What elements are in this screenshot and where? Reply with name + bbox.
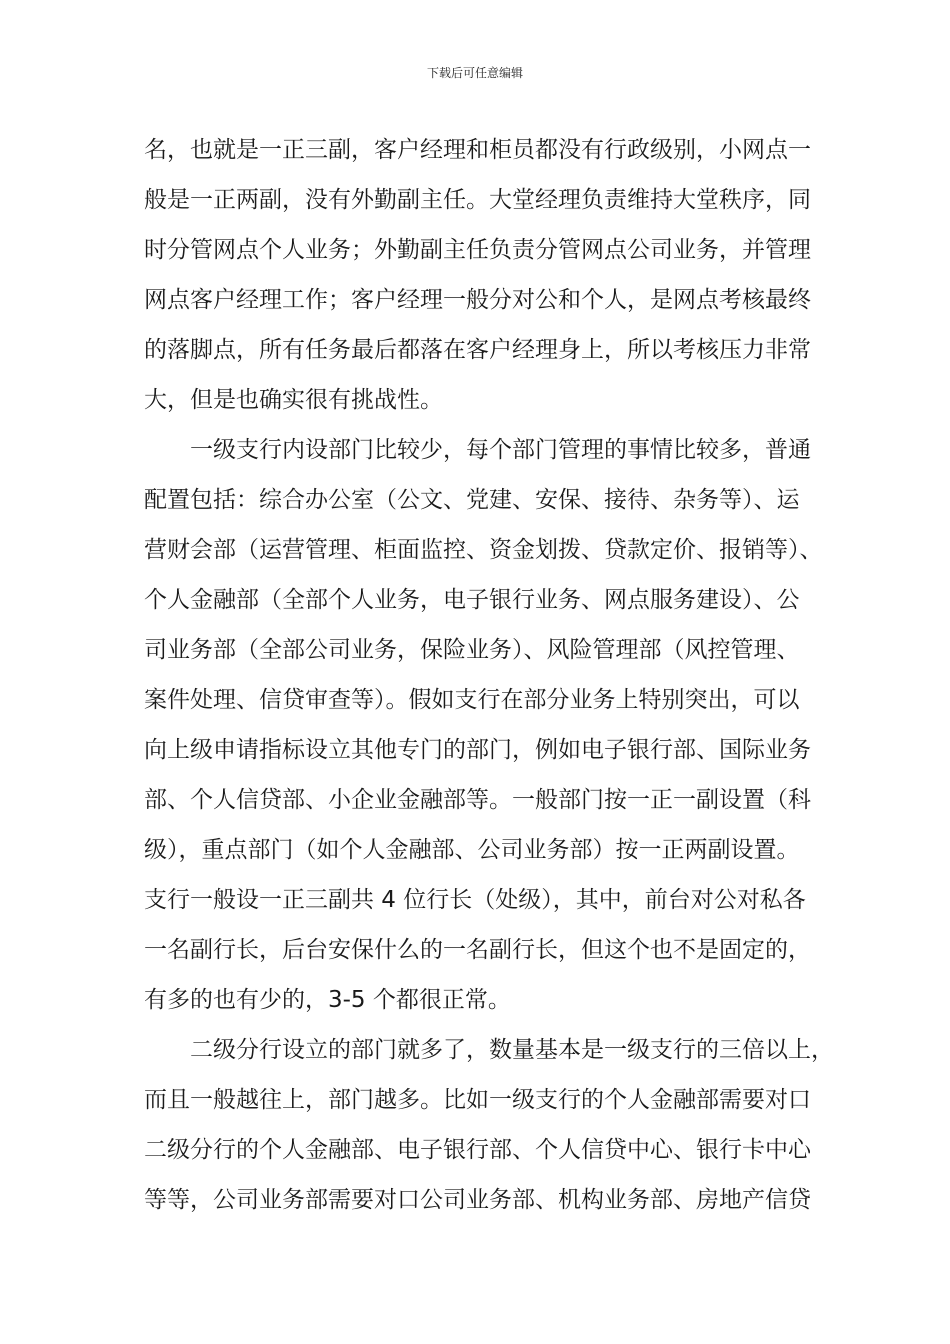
text-line: 向上级申请指标设立其他专门的部门，例如电子银行部、国际业务 xyxy=(144,737,811,763)
text-line: 名，也就是一正三副，客户经理和柜员都没有行政级别，小网点一 xyxy=(144,137,811,163)
text-line: 时分管网点个人业务；外勤副主任负责分管网点公司业务，并管理 xyxy=(144,237,811,263)
text-line: 一级支行内设部门比较少，每个部门管理的事情比较多，普通 xyxy=(190,437,811,463)
text-line: 营财会部（运营管理、柜面监控、资金划拨、贷款定价、报销等）、 xyxy=(144,537,823,563)
text-line: 级），重点部门（如个人金融部、公司业务部）按一正两副设置。 xyxy=(144,837,800,863)
text-line: 二级分行设立的部门就多了，数量基本是一级支行的三倍以上， xyxy=(190,1037,834,1063)
text-line: 个人金融部（全部个人业务，电子银行业务、网点服务建设）、公 xyxy=(144,587,800,613)
text-line: 等等，公司业务部需要对口公司业务部、机构业务部、房地产信贷 xyxy=(144,1187,811,1213)
page-header: 下载后可任意编辑 xyxy=(426,66,523,80)
text-line: 大，但是也确实很有挑战性。 xyxy=(144,387,443,413)
text-line: 而且一般越往上，部门越多。比如一级支行的个人金融部需要对口 xyxy=(144,1087,811,1113)
paragraph-1 xyxy=(144,125,811,425)
text-line: 网点客户经理工作；客户经理一般分对公和个人，是网点考核最终 xyxy=(144,287,811,313)
text-line: 司业务部（全部公司业务，保险业务）、风险管理部（风控管理、 xyxy=(144,637,800,663)
paragraph-2 xyxy=(144,425,823,1025)
text-line: 一名副行长，后台安保什么的一名副行长，但这个也不是固定的， xyxy=(144,937,811,963)
text-line: 案件处理、信贷审查等）。假如支行在部分业务上特别突出，可以 xyxy=(144,687,800,713)
text-line: 的落脚点，所有任务最后都落在客户经理身上，所以考核压力非常 xyxy=(144,337,811,363)
text-line: 配置包括：综合办公室（公文、党建、安保、接待、杂务等）、运 xyxy=(144,487,800,513)
text-line: 支行一般设一正三副共 4 位行长（处级），其中，前台对公对私各 xyxy=(144,887,806,913)
paragraph-3 xyxy=(144,1025,834,1225)
document-body xyxy=(144,125,834,1225)
text-line: 二级分行的个人金融部、电子银行部、个人信贷中心、银行卡中心 xyxy=(144,1137,811,1163)
text-line: 有多的也有少的，3-5 个都很正常。 xyxy=(144,987,511,1013)
text-line: 部、个人信贷部、小企业金融部等。一般部门按一正一副设置（科 xyxy=(144,787,811,813)
text-line: 般是一正两副，没有外勤副主任。大堂经理负责维持大堂秩序，同 xyxy=(144,187,811,213)
